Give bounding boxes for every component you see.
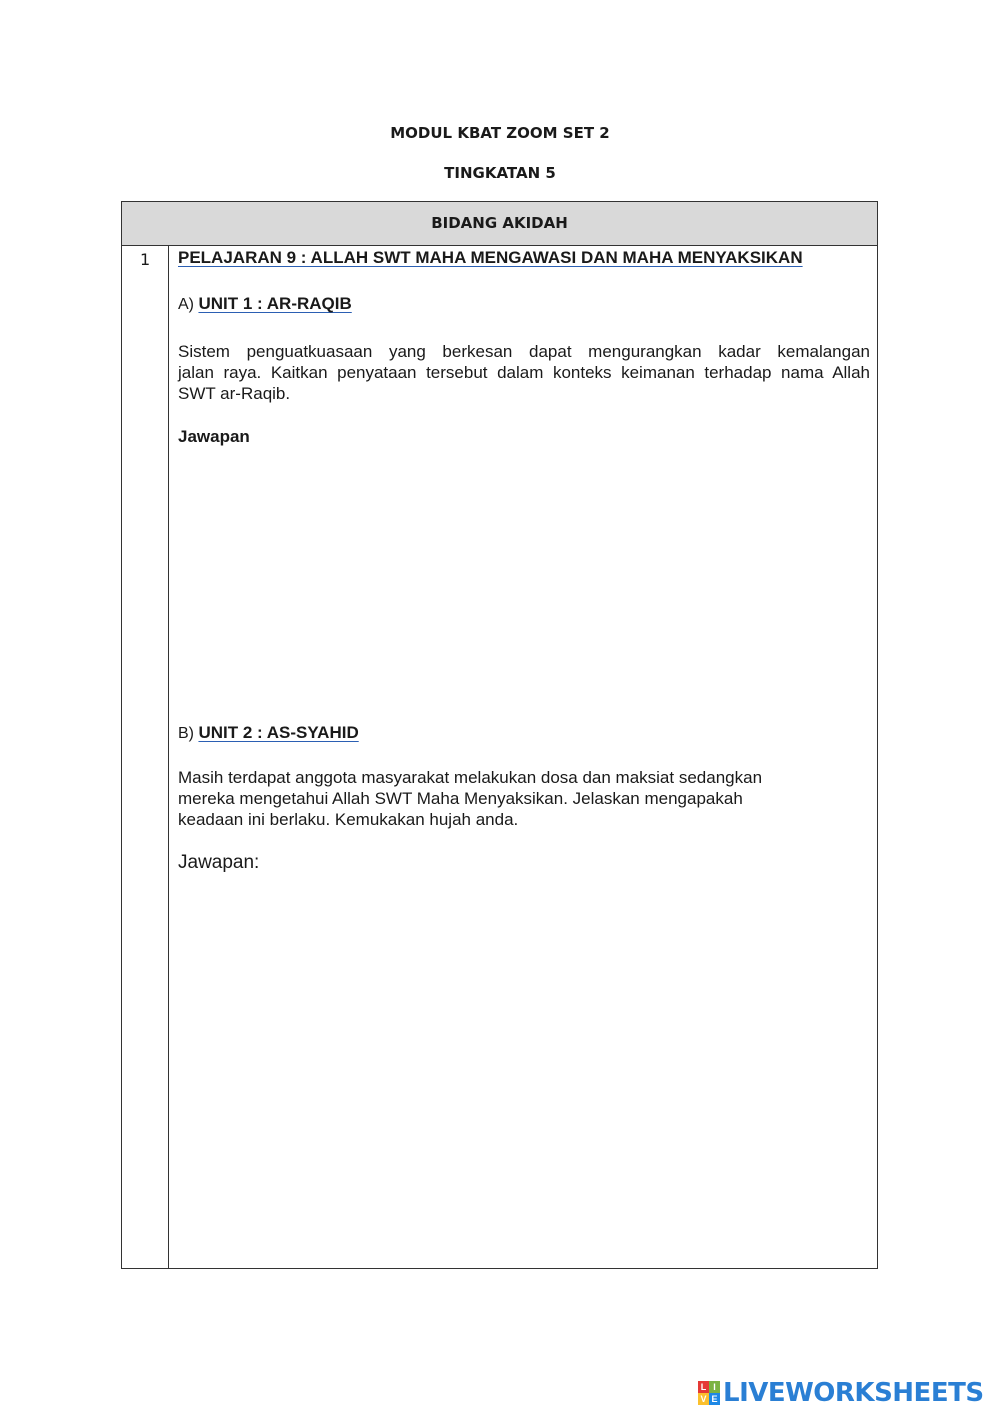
unit-b-name: UNIT 2 : AS-SYAHID [198, 723, 359, 742]
unit-b-question-line: Masih terdapat anggota masyarakat melakukan dosa dan maksiat sedangkan [178, 768, 763, 787]
column-divider [168, 245, 169, 1268]
unit-a-heading [178, 294, 352, 314]
liveworksheets-logo-icon [698, 1381, 720, 1405]
liveworksheets-brand: LIVEWORKSHEETS [723, 1378, 984, 1408]
unit-a-question-line: Sistem penguatkuasaan yang berkesan dapat mengurangkan kadar kemalangan [178, 342, 870, 361]
unit-a-answer-label: Jawapan [178, 427, 250, 446]
logo-letter: E [709, 1393, 720, 1405]
unit-a-question-line: jalan raya. Kaitkan penyataan tersebut dalam konteks keimanan terhadap nama Allah [178, 363, 870, 382]
document-subtitle: TINGKATAN 5 [444, 164, 556, 182]
unit-b-label: B) [178, 725, 194, 742]
unit-a-name: UNIT 1 : AR-RAQIB [198, 294, 352, 313]
unit-b-question [178, 767, 870, 830]
logo-letter: V [698, 1393, 709, 1405]
unit-b-question-line: mereka mengetahui Allah SWT Maha Menyaksikan. Jelaskan mengapakah [178, 789, 743, 808]
unit-a-question-line: SWT ar-Raqib. [178, 384, 291, 403]
lesson-title: PELAJARAN 9 : ALLAH SWT MAHA MENGAWASI DAN MAHA MENYAKSIKAN [178, 248, 803, 267]
unit-b-answer-label: Jawapan: [178, 852, 260, 873]
unit-a-question [178, 341, 870, 404]
unit-a-answer-area[interactable] [178, 455, 870, 705]
unit-a-label: A) [178, 296, 194, 313]
liveworksheets-footer [698, 1378, 984, 1408]
question-number: 1 [140, 250, 151, 269]
section-header: BIDANG AKIDAH [122, 202, 877, 246]
document-title: MODUL KBAT ZOOM SET 2 [390, 124, 610, 142]
logo-letter: L [698, 1381, 709, 1393]
question-table [121, 201, 878, 1269]
unit-b-question-line: keadaan ini berlaku. Kemukakan hujah anda. [178, 810, 519, 829]
logo-letter: I [709, 1381, 720, 1393]
unit-b-answer-area[interactable] [178, 885, 870, 1255]
unit-b-heading [178, 723, 359, 743]
